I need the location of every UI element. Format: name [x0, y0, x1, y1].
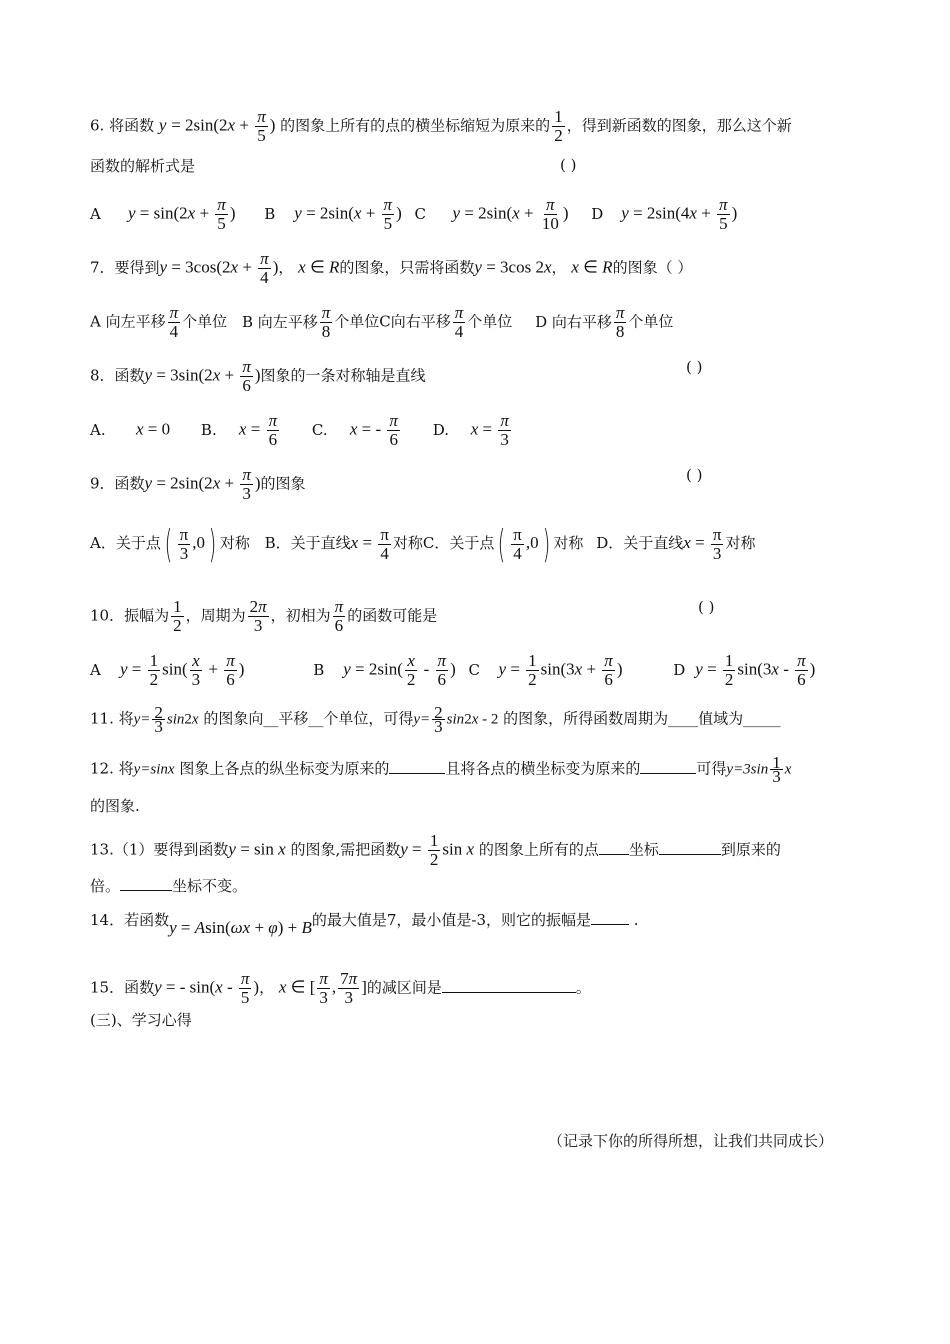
q12-line1: 12. 将y=sinx 图象上各点的纵坐标变为原来的 且将各点的横坐标变为原来的 可得y=3sin $\frac{1}{3}$ x — [90, 753, 792, 786]
q15-line: 15．函数y = - sin(x - $\frac{\pi}{5}$ )， x ∈ [ $\frac{\pi}{3}$ , $\frac{7\pi}{3}$ ]的减区间是 。 — [90, 969, 591, 1007]
q6-prefix: 6. 将函数 — [90, 116, 155, 135]
pi-over-5-frac: $\frac{\pi}{5}$ — [257, 107, 266, 145]
section-heading: (三)、学习心得 — [90, 1011, 192, 1029]
q7-line: 7．要得到y = 3cos(2x + $\frac{\pi}{4}$ )， x ∈ R的图象，只需将函数y = 3cos 2x， x ∈ R的图象（ ） — [90, 249, 693, 287]
footer-note: （记录下你的所得所想，让我们共同成长） — [548, 1132, 834, 1150]
q8-line: 8．函数y = 3sin(2x + $\frac{\pi}{6}$ )图象的一条对称轴是直线 — [90, 357, 426, 395]
q13-line1: 13.（1）要得到函数y = sin x 的图象,需把函数y = $\frac{1}{2}$ sin x 的图象上所有的点 坐标 到原来的 — [90, 831, 781, 869]
q6-options: A y = sin(2x + $\frac{\pi}{5}$ ) B y = 2sin(x + $\frac{\pi}{5}$ ) C y = 2sin(x + $\frac{\pi}{10}$ ) D y = 2sin(4x + $\frac{\pi}{5}$ ) — [90, 195, 738, 233]
q8-answer-paren: ( ) — [686, 358, 703, 376]
q11-line: 11. 将y= $\frac{2}{3}$ sin2x 的图象向__平移__个单位，可得y= $\frac{2}{3}$ sin2x - 2 的图象，所得函数周期为____值域为_____ — [90, 703, 781, 736]
q13-line2: 倍。 坐标不变。 — [90, 877, 248, 895]
q10-options: A y = $\frac{1}{2}$ sin( $\frac{x}{3}$ + $\frac{\pi}{6}$ ) B y = 2sin( $\frac{x}{2}$ - $\frac{\pi}{6}$ ) C y = $\frac{1}{2}$ sin(3x + $\frac{\pi}{6}$ ) D y = $\frac{1}{2}$ sin(3x - $\frac{\pi}{6}$ ) — [90, 651, 816, 689]
q12-line2: 的图象. — [90, 797, 140, 815]
q9-options: A．关于点( $\frac{\pi}{3}$ ,0) 对称 B．关于直线x = $\frac{\pi}{4}$ 对称C．关于点( $\frac{\pi}{4}$ ,0) 对称 D．关于直线x = $\frac{\pi}{3}$ 对称 — [90, 522, 756, 566]
q6-line1: 6. 将函数 y = 2sin(2x + $\frac{\pi}{5}$ ) 的图象上所有的点的横坐标缩短为原来的 $\frac{1}{2}$ ，得到新函数的图象，那么这个新 — [90, 107, 792, 145]
q9-answer-paren: ( ) — [686, 466, 703, 484]
q10-answer-paren: ( ) — [698, 598, 715, 616]
q8-options: A. x = 0 B. x = $\frac{\pi}{6}$ C. x = - $\frac{\pi}{6}$ D. x = $\frac{\pi}{3}$ — [90, 411, 509, 449]
q7-options: A 向左平移 $\frac{\pi}{4}$ 个单位 B 向左平移 $\frac{\pi}{8}$ 个单位C向右平移 $\frac{\pi}{4}$ 个单位 D 向右平移 $\frac{\pi}{8}$ 个单位 — [90, 303, 674, 341]
q6-line2: 函数的解析式是 — [90, 157, 196, 175]
q9-line: 9．函数y = 2sin(2x + $\frac{\pi}{3}$ )的图象 — [90, 465, 306, 503]
q6-answer-paren: ( ) — [560, 156, 577, 174]
q14-line: 14．若函数y = Asin(ωx + φ) + B的最大值是7，最小值是-3，则它的振幅是 . — [90, 911, 639, 937]
q10-line: 10．振幅为 $\frac{1}{2}$ ，周期为 $\frac{2\pi}{3}$ ，初相为 $\frac{\pi}{6}$ 的函数可能是 — [90, 597, 438, 635]
